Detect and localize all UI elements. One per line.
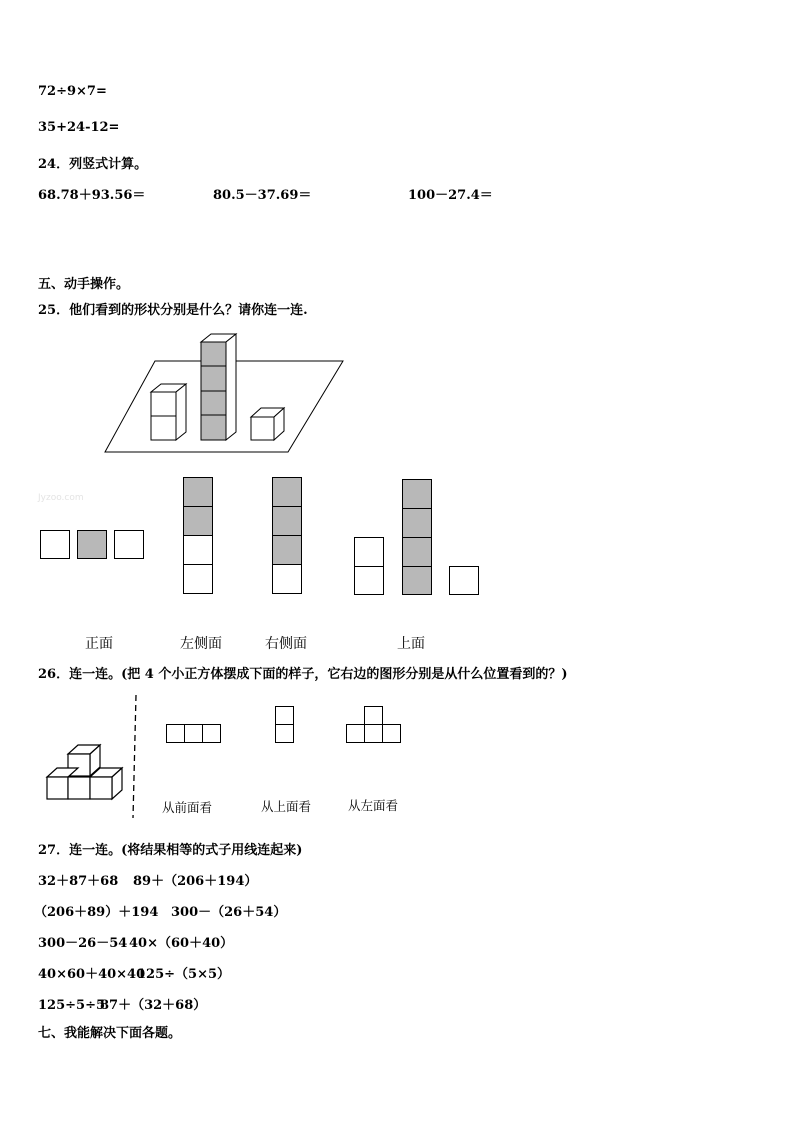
question-27-title: 27．连一连。(将结果相等的式子用线连起来) <box>38 843 303 858</box>
gray-square <box>77 530 107 559</box>
label-right-side: 右侧面 <box>265 636 307 652</box>
label-top: 上面 <box>397 636 425 652</box>
q27-right-expression: 40×（60＋40） <box>129 936 234 951</box>
square <box>275 706 294 725</box>
gray-square <box>402 479 432 509</box>
expression-1: 72÷9×7= <box>38 84 107 99</box>
q27-right-expression: 87＋（32＋68） <box>100 998 207 1013</box>
label-from-left: 从左面看 <box>348 798 399 813</box>
square <box>166 724 185 743</box>
label-from-front: 从前面看 <box>162 800 213 815</box>
square <box>354 537 384 567</box>
gray-square <box>183 477 213 507</box>
q27-right-expression: 125÷（5×5） <box>137 967 231 982</box>
section-7-title: 七、我能解决下面各题。 <box>38 1026 182 1041</box>
square <box>202 724 221 743</box>
gray-square <box>183 506 213 536</box>
gray-square <box>402 537 432 567</box>
q24-item-3: 100－27.4＝ <box>408 188 493 203</box>
gray-square <box>402 566 432 595</box>
gray-square <box>272 535 302 565</box>
expression-2: 35+24-12= <box>38 120 120 135</box>
q24-item-2: 80.5－37.69＝ <box>213 188 312 203</box>
gray-square <box>272 506 302 536</box>
question-25-title: 25．他们看到的形状分别是什么？请你连一连. <box>38 303 308 318</box>
square <box>364 706 383 725</box>
label-from-top: 从上面看 <box>261 799 312 814</box>
square <box>114 530 144 559</box>
question-26-title: 26．连一连。(把 4 个小正方体摆成下面的样子，它右边的图形分别是从什么位置看到的？) <box>38 667 568 682</box>
question-24-title: 24．列竖式计算。 <box>38 157 148 172</box>
q27-left-expression: 125÷5÷5 <box>38 998 106 1013</box>
square <box>364 724 383 743</box>
q26-cube-figure <box>40 740 130 805</box>
gray-square <box>272 477 302 507</box>
square <box>354 566 384 595</box>
label-left-side: 左侧面 <box>180 636 222 652</box>
square <box>272 564 302 594</box>
q27-left-expression: （206＋89）＋194 <box>34 905 159 920</box>
gray-square <box>402 508 432 538</box>
square <box>449 566 479 595</box>
square <box>184 724 203 743</box>
q27-right-expression: 300－（26＋54） <box>171 905 287 920</box>
q24-item-1: 68.78＋93.56＝ <box>38 188 146 203</box>
square <box>183 564 213 594</box>
q27-right-expression: 89＋（206＋194） <box>133 874 258 889</box>
square <box>275 724 294 743</box>
q25-cube-figure <box>100 330 350 460</box>
square <box>40 530 70 559</box>
q27-left-expression: 300－26－54 <box>38 936 128 951</box>
q27-left-expression: 32＋87＋68 <box>38 874 119 889</box>
square <box>346 724 365 743</box>
q27-left-expression: 40×60＋40×40 <box>38 967 146 982</box>
square <box>183 535 213 565</box>
watermark: Jyzoo.com <box>38 493 84 503</box>
section-5-title: 五、动手操作。 <box>38 277 130 292</box>
square <box>382 724 401 743</box>
label-front: 正面 <box>85 636 113 652</box>
dashed-divider <box>132 695 140 820</box>
